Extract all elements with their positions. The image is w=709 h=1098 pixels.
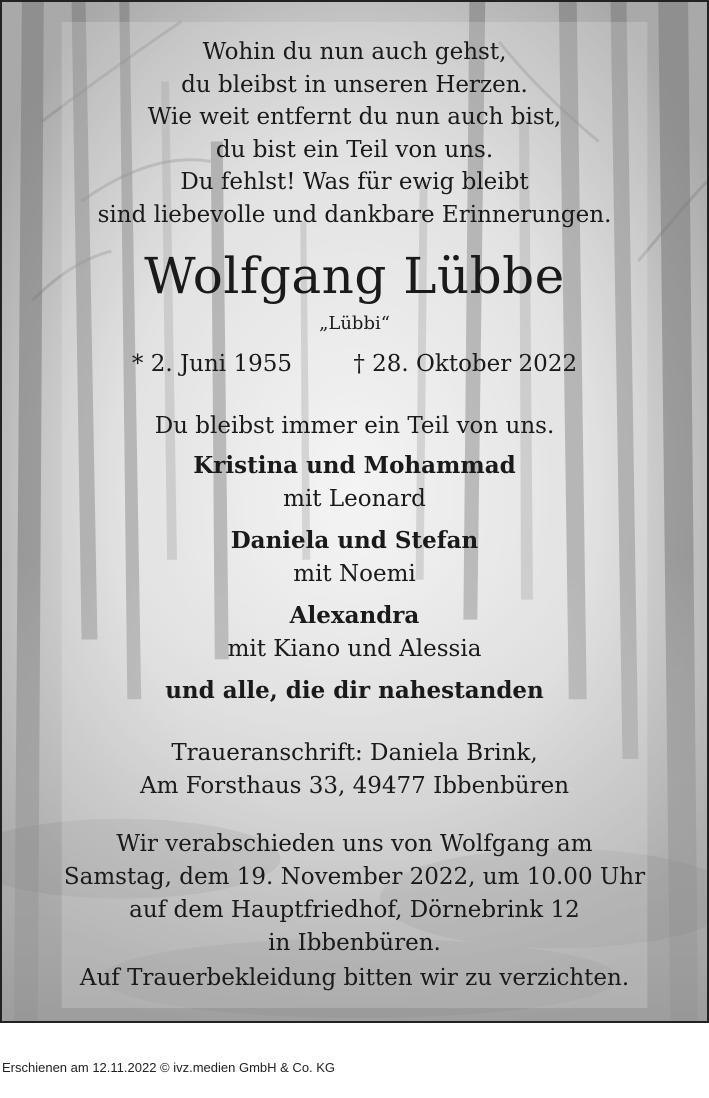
life-dates: [2, 348, 707, 380]
family-group: [2, 523, 707, 591]
family-group: [2, 598, 707, 666]
family-group: [2, 448, 707, 516]
family-with: mit Noemi: [293, 561, 416, 587]
ceremony-line: auf dem Hauptfriedhof, Dörnebrink 12: [129, 897, 580, 923]
poem-line: Wohin du nun auch gehst,: [202, 39, 507, 65]
family-section: [2, 410, 707, 709]
family-names: Daniela und Stefan: [230, 527, 479, 554]
poem-line: du bleibst in unseren Herzen.: [181, 71, 528, 98]
family-with: mit Leonard: [283, 486, 426, 512]
family-names: Alexandra: [289, 602, 420, 629]
family-with: mit Kiano und Alessia: [227, 636, 482, 662]
address-line: Am Forsthaus 33, 49477 Ibbenbüren: [139, 773, 570, 799]
deceased-name: Wolfgang Lübbe: [144, 247, 565, 305]
family-names: Kristina und Mohammad: [193, 452, 516, 479]
poem: [2, 36, 707, 231]
poem-line: sind liebevolle und dankbare Erinnerungen.: [97, 201, 612, 228]
clothing-note: Auf Trauerbekleidung bitten wir zu verzichten.: [79, 965, 630, 991]
poem-line: Wie weit entfernt du nun auch bist,: [147, 104, 562, 130]
mourning-address: [2, 737, 707, 803]
ceremony-info: [2, 828, 707, 960]
ceremony-line: in Ibbenbüren.: [268, 930, 441, 956]
poem-line: du bist ein Teil von uns.: [215, 136, 494, 163]
address-line: Traueranschrift: Daniela Brink,: [171, 740, 538, 766]
family-all: und alle, die dir nahestanden: [165, 677, 544, 704]
deceased-nickname: „Lübbi“: [319, 313, 390, 334]
birth-date: * 2. Juni 1955: [131, 351, 293, 377]
death-date: † 28. Oktober 2022: [353, 351, 578, 377]
poem-line: Du fehlst! Was für ewig bleibt: [180, 169, 529, 195]
ceremony-line: Samstag, dem 19. November 2022, um 10.00 Uhr: [63, 864, 646, 890]
family-intro: Du bleibst immer ein Teil von uns.: [154, 413, 555, 439]
ceremony-line: Wir verabschieden uns von Wolfgang am: [116, 831, 593, 857]
publication-footer: Erschienen am 12.11.2022 © ivz.medien GmbH & Co. KG: [2, 1060, 336, 1075]
